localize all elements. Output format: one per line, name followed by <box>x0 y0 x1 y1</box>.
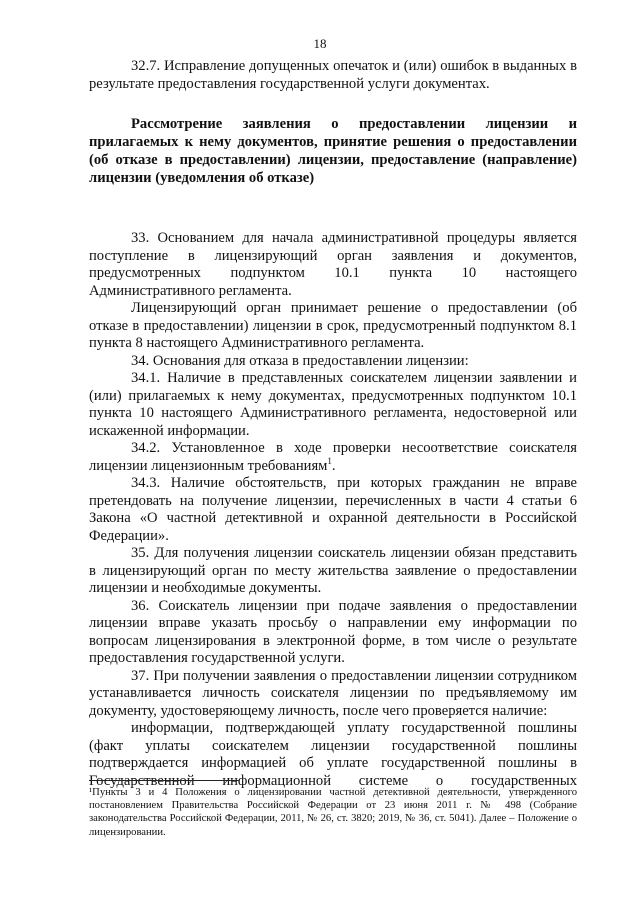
paragraph-34-2-text: 34.2. Установленное в ходе проверки несоответствие соискателя лицензии лицензионным требованиям <box>89 440 577 474</box>
paragraph-34-2 <box>89 440 577 475</box>
heading-text: Рассмотрение заявления о предоставлении лицензии и прилагаемых к нему документов, принятие решения о предоставлении (об отказе в предоставлении) лицензии, предоставление (направление) лицензии (уведомления об отказе) <box>89 116 577 186</box>
paragraph-34-3: 34.3. Наличие обстоятельств, при которых гражданин не вправе претендовать на получение лицензии, перечисленных в части 4 статьи 6 Закона «О частной детективной и охранной деятельности в Российской Федерации». <box>89 475 577 544</box>
page-number: 18 <box>313 36 327 51</box>
footnote: ¹Пункты 3 и 4 Положения о лицензировании частной детективной деятельности, утвержденного постановлением Правительства Российской Федерации от 23 июня 2011 г. № 498 (Собрание законодательства Российской Федерации, 2011, № 26, ст. 3820; 2019, № 36, ст. 5041). Далее – Положение о лицензировании. <box>89 787 577 838</box>
footnote-marker: 1 <box>327 455 332 466</box>
paragraph-33: 33. Основанием для начала административной процедуры является поступление в лицензирующий орган заявления и документов, предусмотренных подпунктом 10.1 пункта 10 настоящего Административного регламента. <box>89 230 577 299</box>
paragraph-33-decision: Лицензирующий орган принимает решение о предоставлении (об отказе в предоставлении) лицензии в срок, предусмотренный подпунктом 8.1 пункта 8 настоящего Административного регламента. <box>89 300 577 351</box>
section-heading <box>89 115 577 187</box>
paragraph-35: 35. Для получения лицензии соискатель лицензии обязан представить в лицензирующий орган по месту жительства заявление о предоставлении лицензии и необходимые документы. <box>89 545 577 596</box>
paragraph-37-info: информации, подтверждающей уплату государственной пошлины (факт уплаты соискателем лицензии государственной пошлины подтверждается информацией об уплате государственной пошлины в Государственной информационной системе о государственных <box>89 720 577 789</box>
paragraph-36: 36. Соискатель лицензии при подаче заявления о предоставлении лицензии вправе указать просьбу о направлении ему информации по вопросам лицензирования в электронной форме, в том числе о результате предоставления государственной услуги. <box>89 597 577 666</box>
section-32-7-block <box>89 58 577 93</box>
paragraph-37: 37. При получении заявления о предоставлении лицензии сотрудником устанавливается личность соискателя лицензии по предъявляемому им документу, удостоверяющему личность, после чего проверяется наличие: <box>89 667 577 719</box>
paragraph-34: 34. Основания для отказа в предоставлении лицензии: <box>131 352 469 369</box>
paragraph-34-1: 34.1. Наличие в представленных соискателем лицензии заявлении и (или) прилагаемых к нему документах, предусмотренных подпунктом 10.1 пункта 10 настоящего Административного регламента, недостоверной или искаженной информации. <box>89 370 577 439</box>
section-body <box>89 230 577 790</box>
paragraph-34-2-end: . <box>331 457 336 474</box>
paragraph-32-7: 32.7. Исправление допущенных опечаток и (или) ошибок в выданных в результате предоставления государственной услуги документах. <box>89 58 577 92</box>
footnote-divider <box>89 780 239 781</box>
